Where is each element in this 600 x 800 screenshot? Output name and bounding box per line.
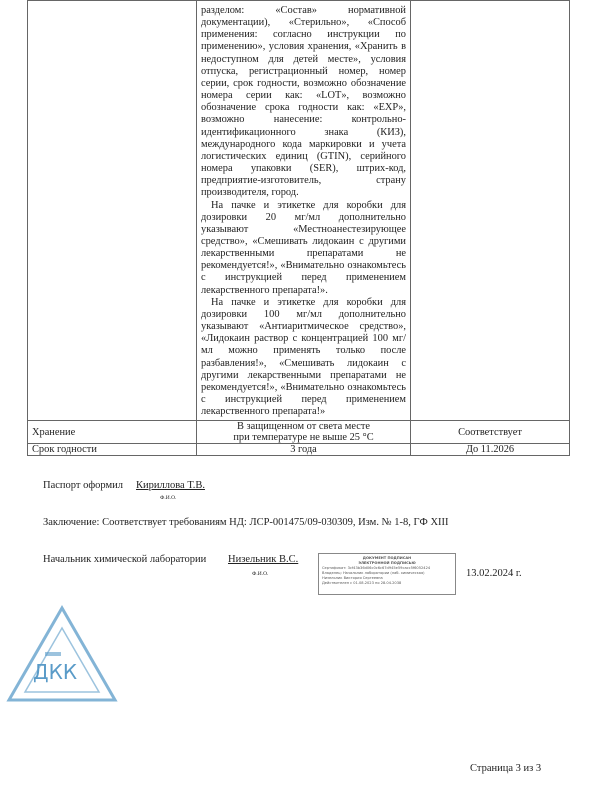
passport-footer — [0, 479, 600, 685]
fio-label: Ф.И.О. — [252, 571, 269, 578]
lab-stamp-logo — [5, 604, 120, 704]
esig-title: ЭЛЕКТРОННОЙ ПОДПИСЬЮ — [358, 561, 416, 566]
norm-line: при температуре не выше 25 °С — [233, 432, 374, 444]
paragraph: разделом: «Состав» нормативной документации), «Стерильно», «Способ применения: согласно инструкции по применению», условия хранения, «Хранить в недоступном для детей месте», условия отпуска, регистрационный номер, номер серии, срок годности, возможно обозначение номера серии как: «LOT», возможно обозначение срока годности как: «EXP», возможно нанесение: контрольно-идентификационного знака (КИЗ), международного кода маркировки и учета логистических единиц (GTIN), серийного номера упаковки (SER), штрих-код, предприятие-изготовитель, страну производителя, город. — [201, 5, 406, 199]
table-cell: Хранение — [28, 421, 197, 444]
esig-owner: Владелец: Начальник лаборатории (лаб. химическая) — [322, 571, 425, 576]
stamp-crown-mark — [45, 652, 61, 656]
head-name: Низельник В.С. — [228, 554, 299, 566]
prepared-label: Паспорт оформил — [43, 480, 123, 492]
fio-label: Ф.И.О. — [160, 495, 177, 502]
norm-line: В защищенном от света месте — [236, 421, 371, 433]
esig-valid: Действителен с 01.08.2023 по 28.04.2038 — [322, 581, 402, 586]
head-label: Начальник химической лаборатории — [43, 554, 207, 566]
table-cell: До 11.2026 — [411, 444, 570, 456]
table-cell: 3 года — [197, 444, 411, 456]
table-row — [28, 444, 570, 456]
stamp-outer-triangle — [9, 608, 115, 700]
table-cell-empty — [411, 1, 570, 421]
page-number: Страница 3 из 3 — [470, 763, 542, 774]
paragraph: На пачке и этикетке для коробки для дозировки 100 мг/мл дополнительно указывают «Антиаритмическое средство», «Лидокаин раствор с концентрацией 100 мг/мл можно применять только после разбавления!», «Смешивать лидокаин с другими лекарственными препаратами не рекомендуется!», «Внимательно ознакомьтесь с инструкцией перед применением лекарственного препарата!» — [201, 296, 406, 418]
conclusion: Заключение: Соответствует требованиям НД: ЛСР-001475/09-030309, Изм. № 1-8, ГФ XIII — [43, 517, 449, 529]
paragraph: На пачке и этикетке для коробки для дозировки 20 мг/мл дополнительно указывают «Местноанестезирующее средство», «Смешивать лидокаин с другими лекарственными препаратами не рекомендуется!», «Внимательно ознакомьтесь с инструкцией перед применением лекарственного препарата!». — [201, 199, 406, 296]
prepared-name: Кириллова Т.В. — [136, 480, 205, 492]
table-cell-empty — [28, 1, 197, 421]
table-cell — [197, 421, 411, 444]
spec-table — [27, 0, 570, 456]
esig-cert: Сертификат: 3cf43b36d06c0c6c67d945e59cacc5f6052424 — [322, 566, 431, 571]
esig-owner-name: Низельник Виктория Сергеевна — [322, 576, 383, 581]
table-cell: Соответствует — [411, 421, 570, 444]
table-cell: Срок годности — [28, 444, 197, 456]
table-row — [28, 421, 570, 444]
table-row — [28, 1, 570, 421]
stamp-text: ДКК — [33, 660, 78, 685]
table-cell-labeling — [197, 1, 411, 421]
esig-title: ДОКУМЕНТ ПОДПИСАН — [362, 556, 412, 561]
date: 13.02.2024 г. — [466, 568, 522, 580]
electronic-signature-box — [318, 553, 456, 595]
